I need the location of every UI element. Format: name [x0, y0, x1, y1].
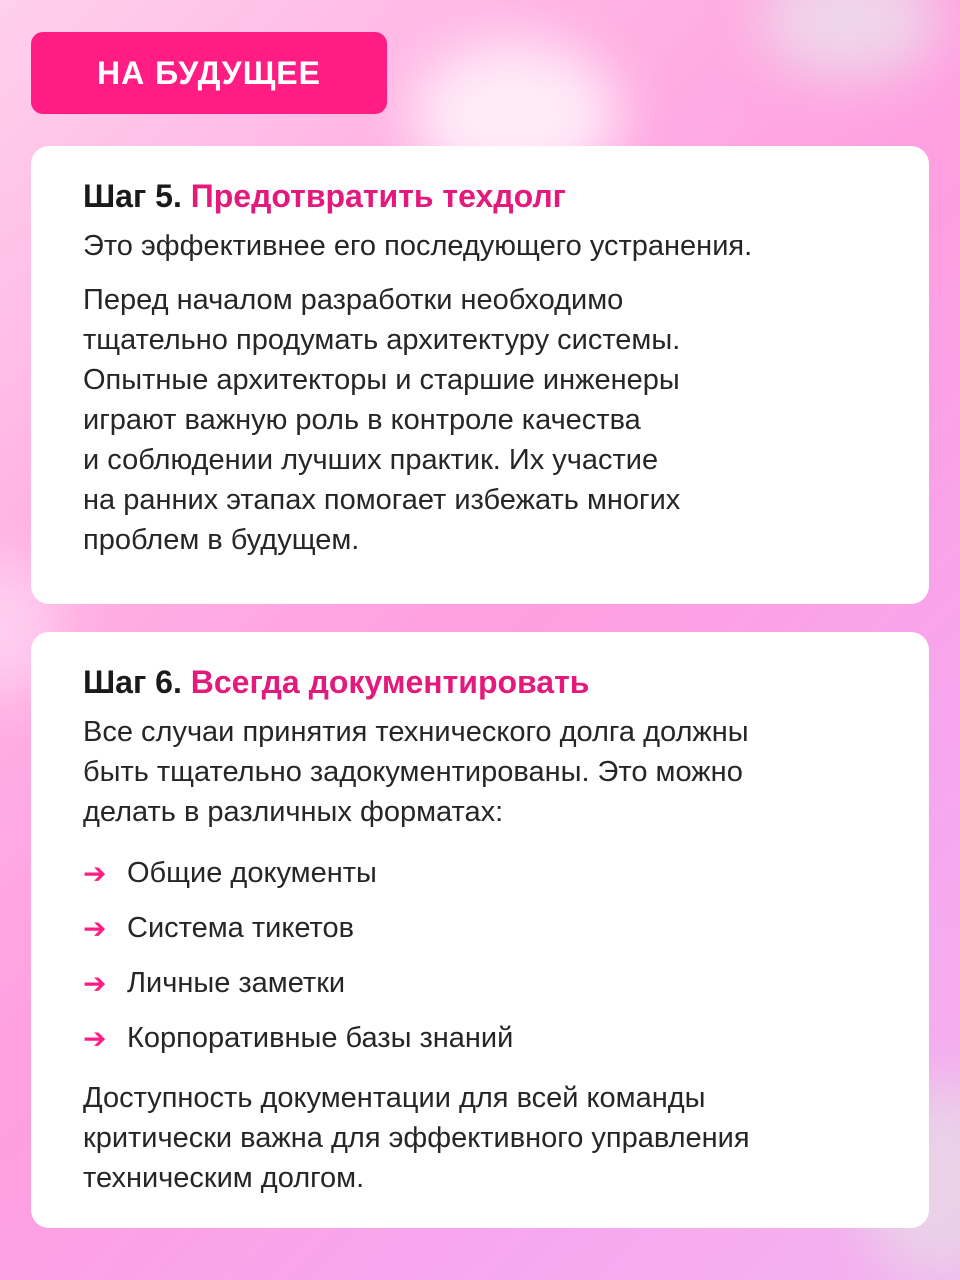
list-item: ➔ Личные заметки: [83, 967, 346, 999]
step-6-title: Всегда документировать: [190, 664, 590, 700]
arrow-right-icon: ➔: [83, 858, 107, 889]
step-6-heading: [83, 662, 877, 702]
list-item: ➔ Система тикетов: [83, 912, 355, 944]
step-5-lead: Это эффективнее его последующего устранения.: [83, 230, 753, 262]
step-6-card: [31, 632, 929, 1228]
step-5-card: [31, 146, 929, 604]
step-5-title: Предотвратить техдолг: [190, 178, 566, 214]
arrow-right-icon: ➔: [83, 913, 107, 944]
step-6-prefix: Шаг 6.: [83, 664, 191, 700]
step-5-body: Перед началом разработки необходимо тщательно продумать архитектуру системы. Опытные архитекторы и старшие инженеры играют важную роль в контроле качества и соблюдении лучших практик. Их участие на ранних этапах помогает избежать многих проблем в будущем.: [83, 284, 681, 556]
list-item: ➔ Корпоративные базы знаний: [83, 1022, 514, 1054]
section-tag: НА БУДУЩЕЕ: [31, 32, 387, 114]
arrow-right-icon: ➔: [83, 968, 107, 999]
arrow-right-icon: ➔: [83, 1023, 107, 1054]
list-item: ➔ Общие документы: [83, 857, 377, 889]
step-5-heading: [83, 176, 877, 216]
documentation-format-list: [83, 846, 877, 1066]
step-6-lead: Все случаи принятия технического долга должны быть тщательно задокументированы. Это можно делать в различных форматах:: [83, 716, 749, 828]
background-blur: [760, 0, 940, 80]
step-5-prefix: Шаг 5.: [83, 178, 191, 214]
step-6-footer: Доступность документации для всей команды критически важна для эффективного управления техническим долгом.: [83, 1082, 750, 1194]
